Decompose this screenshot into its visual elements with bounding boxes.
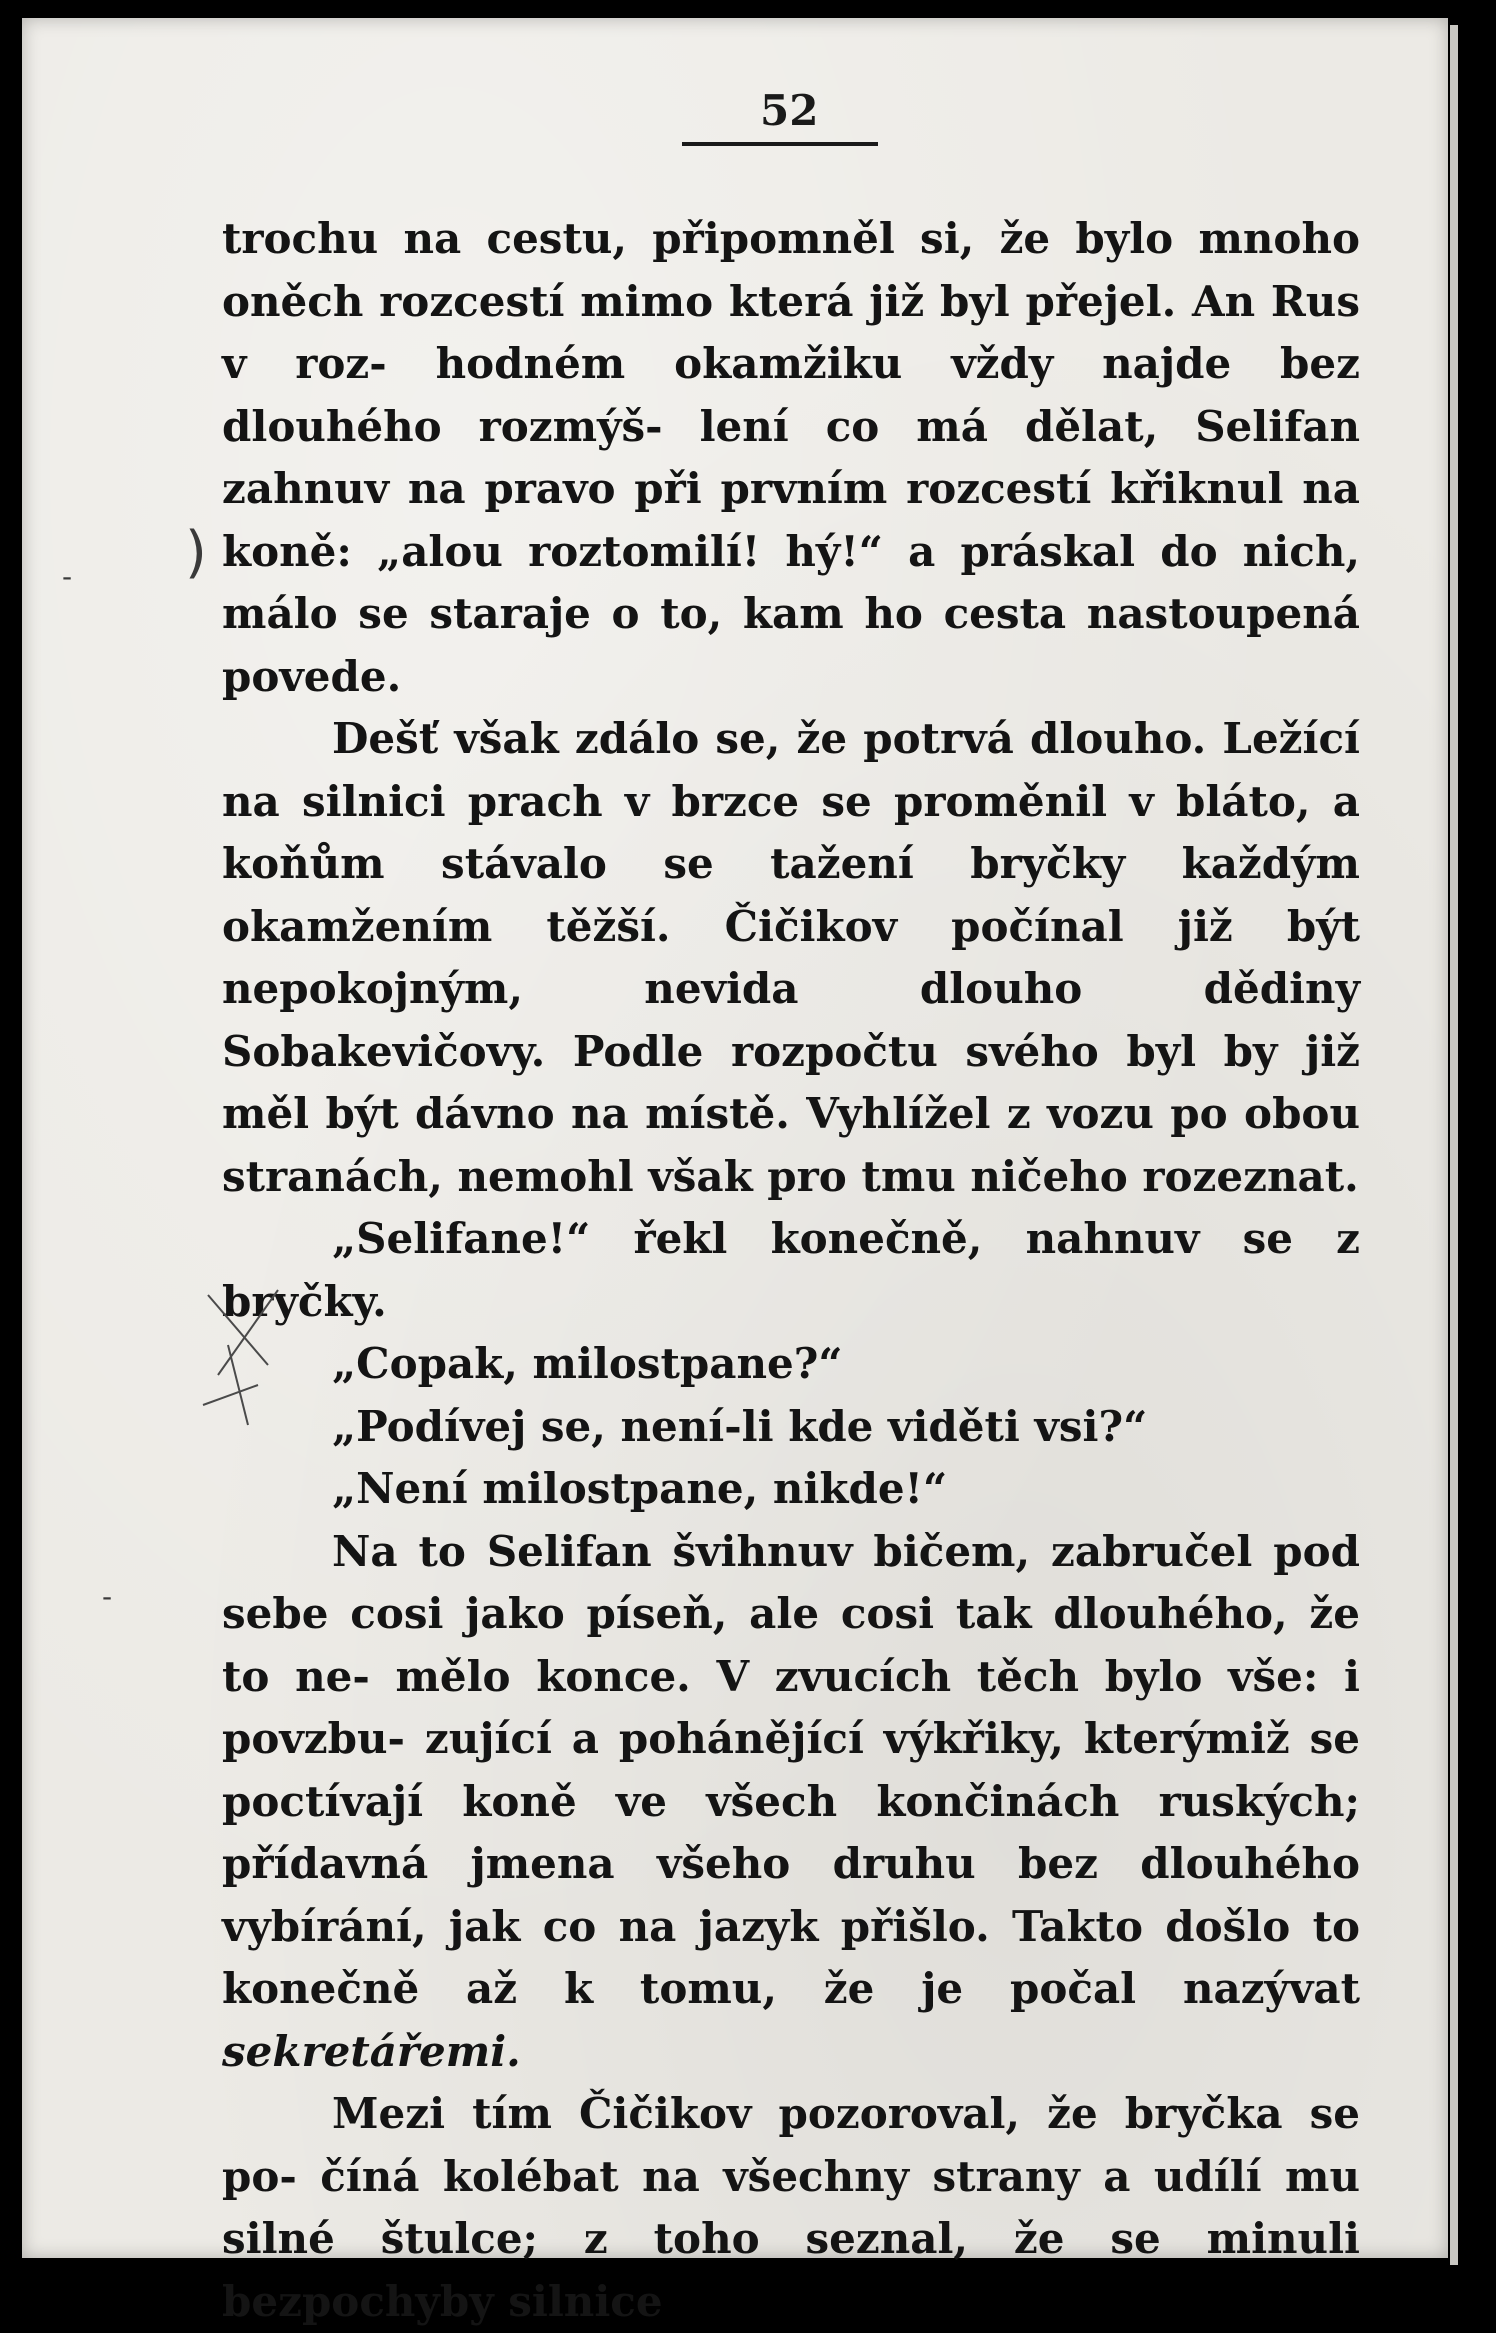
page-number: 52 (760, 86, 819, 135)
text-line: rozeznat. (1142, 1151, 1359, 1201)
text-line: počal nazývat (1009, 1964, 1360, 2013)
paragraph-3 (222, 1521, 1360, 2084)
paragraph-1 (222, 208, 1360, 708)
margin-bracket-mark: ) (185, 520, 207, 585)
text-line: mělo konce. V zvucích těch bylo vše: i povzbu- (222, 1651, 1360, 1763)
dialog-line-4: „Není milostpane, nikde!“ (332, 1464, 948, 1513)
text-line: hodném okamžiku vždy najde bez dlouhého rozmýš- (222, 339, 1360, 451)
text-line: těžší. Čičikov počínal již být nepokojným, nevida (222, 901, 1360, 1013)
text-line: po obou stranách, nemohl však pro tmu ničeho (222, 1089, 1360, 1201)
text-line: Mezi tím Čičikov pozoroval, že bryčka se po- (222, 2089, 1360, 2201)
text-line: Dešť však zdálo se, že potrvá dlouho. Ležící (332, 714, 1360, 763)
body-text (222, 208, 1360, 2333)
text-line: ho cesta nastoupená povede. (222, 589, 1360, 701)
text-line: štulce; z toho seznal, že se minuli bezpochyby silnice (222, 2214, 1361, 2326)
paragraph-2 (222, 708, 1360, 1208)
text-line: zující a pohánějící výkřiky, kterýmiž se poctívají (222, 1714, 1360, 1826)
pencil-scribble (198, 1285, 308, 1435)
margin-dash-mark: - (62, 560, 73, 593)
text-line: koně ve všech končinách ruských; přídavná jmena (222, 1776, 1360, 1888)
text-line: koňům stávalo se tažení bryčky každým okamžením (222, 839, 1360, 951)
page-number-rule (682, 142, 878, 146)
text-line: hý!“ a práskal do nich, málo se staraje o to, kam (222, 526, 1360, 638)
text-line: lení co má dělat, Selifan zahnuv na pravo při (222, 401, 1360, 513)
dialog-line-2: „Copak, milostpane?“ (332, 1339, 843, 1388)
text-line: Na to Selifan švihnuv bičem, zabručel pod sebe (222, 1526, 1360, 1638)
text-line: rozcestí mimo která již byl přejel. An Rus v roz- (222, 276, 1360, 388)
text-line: dlouho dědiny Sobakevičovy. Podle rozpočtu svého (222, 964, 1360, 1076)
text-line: cosi jako píseň, ale cosi tak dlouhého, že to ne- (222, 1589, 1360, 1701)
text-line: prvním rozcestí křiknul na koně: „alou roztomilí! (222, 464, 1360, 576)
text-line: trochu na cestu, připomněl si, že bylo mnoho oněch (222, 214, 1360, 326)
text-line: na silnici prach v brzce se proměnil v bláto, a (222, 776, 1360, 826)
text-line: byl by již měl být dávno na místě. Vyhlížel z vozu (222, 1026, 1360, 1138)
paragraph-4 (222, 2083, 1360, 2333)
page-edge (1450, 25, 1458, 2265)
dialog-line-1: „Selifane!“ řekl konečně, nahnuv se z bryčky. (222, 1214, 1360, 1326)
margin-dash-mark: - (102, 1580, 113, 1613)
emphasized-word: sekretářemi. (222, 2026, 521, 2076)
text-line: číná kolébat na všechny strany a udílí mu silné (222, 2151, 1361, 2263)
dialog-line-3: „Podívej se, není-li kde viděti vsi?“ (332, 1401, 1148, 1451)
text-line: přišlo. Takto došlo to konečně až k tomu, že je (222, 1901, 1360, 2013)
text-line: všeho druhu bez dlouhého vybírání, jak co na jazyk (222, 1839, 1360, 1951)
